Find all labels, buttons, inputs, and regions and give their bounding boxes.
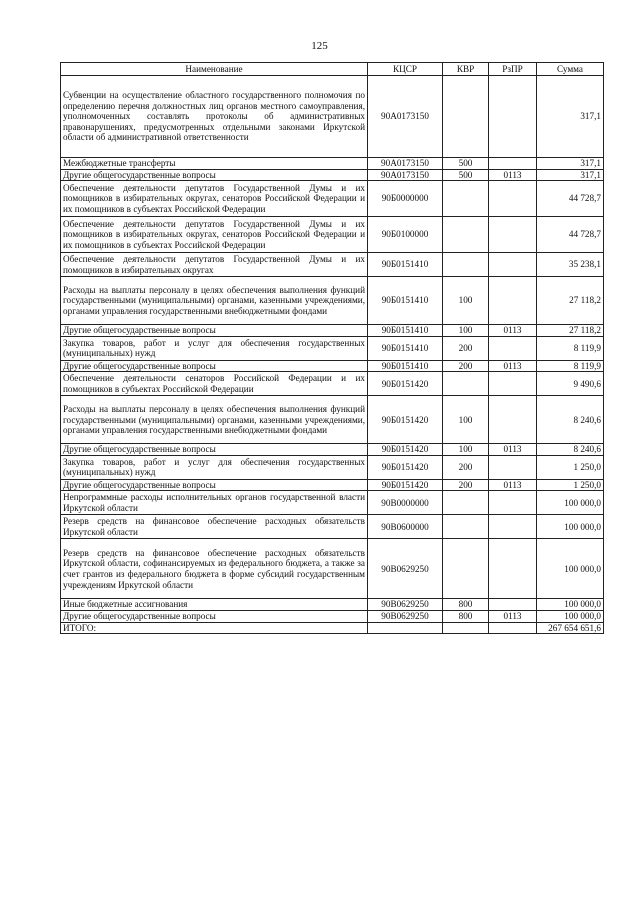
row-name: Иные бюджетные ассигнования (61, 599, 368, 611)
table-row (61, 158, 604, 170)
header-rzpr: РзПР (489, 63, 537, 76)
row-sum: 100 000,0 (537, 599, 604, 611)
row-rzpr (489, 491, 537, 515)
row-kvr: 100 (443, 277, 489, 325)
table-row (61, 76, 604, 158)
row-kvr (443, 217, 489, 253)
row-name: Закупка товаров, работ и услуг для обеспечения государственных (муниципальных) нужд (61, 455, 368, 479)
row-rzpr (489, 217, 537, 253)
header-sum: Сумма (537, 63, 604, 76)
row-name: Расходы на выплаты персоналу в целях обеспечения выполнения функций государственными (муниципальными) органами, казенными учреждениями, органами управления государственными внебюджетными фондами (61, 277, 368, 325)
row-kvr: 100 (443, 325, 489, 337)
header-kcsr: КЦСР (368, 63, 443, 76)
row-sum: 100 000,0 (537, 539, 604, 599)
row-kcsr (368, 622, 443, 634)
row-rzpr (489, 253, 537, 277)
row-kvr (443, 253, 489, 277)
row-sum: 8 240,6 (537, 444, 604, 456)
row-sum: 267 654 651,6 (537, 622, 604, 634)
row-kcsr: 90Б0151420 (368, 479, 443, 491)
row-sum: 100 000,0 (537, 491, 604, 515)
row-kcsr: 90Б0151410 (368, 336, 443, 360)
row-name: Другие общегосударственные вопросы (61, 444, 368, 456)
row-name: Закупка товаров, работ и услуг для обеспечения государственных (муниципальных) нужд (61, 336, 368, 360)
row-sum: 317,1 (537, 76, 604, 158)
table-row (61, 277, 604, 325)
row-name: Непрограммные расходы исполнительных органов государственной власти Иркутской области (61, 491, 368, 515)
row-sum: 44 728,7 (537, 181, 604, 217)
row-kcsr: 90А0173150 (368, 76, 443, 158)
row-kvr (443, 76, 489, 158)
row-kvr (443, 622, 489, 634)
row-name: Резерв средств на финансовое обеспечение расходных обязательств Иркутской области, софинансируемых из федерального бюджета, а также за счет грантов из федерального бюджета в форме субсидий государственным учреждениям Иркутской области (61, 539, 368, 599)
table-row (61, 515, 604, 539)
row-kcsr: 90Б0000000 (368, 181, 443, 217)
row-rzpr: 0113 (489, 444, 537, 456)
row-sum: 317,1 (537, 169, 604, 181)
row-kvr (443, 181, 489, 217)
row-kcsr: 90Б0151420 (368, 455, 443, 479)
row-kvr: 200 (443, 455, 489, 479)
row-sum: 9 490,6 (537, 372, 604, 396)
table-row (61, 217, 604, 253)
row-rzpr (489, 622, 537, 634)
table-row (61, 539, 604, 599)
row-sum: 27 118,2 (537, 325, 604, 337)
row-name: Обеспечение деятельности депутатов Государственной Думы и их помощников в избирательных округах, сенаторов Российской Федерации и их помощников в субъектах Российской Федерации (61, 217, 368, 253)
row-sum: 8 119,9 (537, 336, 604, 360)
table-row (61, 444, 604, 456)
row-name: Другие общегосударственные вопросы (61, 479, 368, 491)
table-row (61, 372, 604, 396)
row-name: Обеспечение деятельности сенаторов Российской Федерации и их помощников в субъектах Российской Федерации (61, 372, 368, 396)
table-row (61, 336, 604, 360)
row-name: Другие общегосударственные вопросы (61, 325, 368, 337)
row-sum: 317,1 (537, 158, 604, 170)
row-rzpr (489, 539, 537, 599)
row-name: Обеспечение деятельности депутатов Государственной Думы и их помощников в избирательных округах (61, 253, 368, 277)
budget-table (60, 62, 604, 634)
table-row (61, 396, 604, 444)
row-kcsr: 90В0629250 (368, 539, 443, 599)
header-name: Наименование (61, 63, 368, 76)
row-rzpr: 0113 (489, 360, 537, 372)
row-kcsr: 90Б0151410 (368, 325, 443, 337)
table-row (61, 360, 604, 372)
row-sum: 35 238,1 (537, 253, 604, 277)
row-rzpr (489, 181, 537, 217)
table-row (61, 181, 604, 217)
row-rzpr (489, 599, 537, 611)
row-name: Другие общегосударственные вопросы (61, 169, 368, 181)
table-row (61, 169, 604, 181)
row-kvr: 200 (443, 360, 489, 372)
row-name: Субвенции на осуществление областного государственного полномочия по определению перечня должностных лиц органов местного самоуправления, уполномоченных составлять протоколы об административных правонарушениях, предусмотренных отдельными законами Иркутской области об административной ответственности (61, 76, 368, 158)
row-kcsr: 90Б0151420 (368, 444, 443, 456)
row-sum: 100 000,0 (537, 611, 604, 623)
row-kvr (443, 539, 489, 599)
table-row (61, 325, 604, 337)
table-row (61, 455, 604, 479)
row-kcsr: 90Б0151410 (368, 360, 443, 372)
table-header-row (61, 63, 604, 76)
table-row (61, 253, 604, 277)
row-rzpr: 0113 (489, 169, 537, 181)
table-body (61, 76, 604, 634)
row-sum: 8 119,9 (537, 360, 604, 372)
row-name: Расходы на выплаты персоналу в целях обеспечения выполнения функций государственными (муниципальными) органами, казенными учреждениями, органами управления государственными внебюджетными фондами (61, 396, 368, 444)
row-rzpr (489, 455, 537, 479)
row-kcsr: 90Б0151410 (368, 277, 443, 325)
row-name: Другие общегосударственные вопросы (61, 360, 368, 372)
row-kcsr: 90В0000000 (368, 491, 443, 515)
row-sum: 27 118,2 (537, 277, 604, 325)
row-kvr: 500 (443, 169, 489, 181)
row-rzpr: 0113 (489, 611, 537, 623)
row-kvr: 100 (443, 396, 489, 444)
row-rzpr (489, 372, 537, 396)
row-rzpr (489, 158, 537, 170)
row-kcsr: 90А0173150 (368, 169, 443, 181)
row-kvr (443, 491, 489, 515)
row-kcsr: 90В0629250 (368, 599, 443, 611)
row-rzpr (489, 396, 537, 444)
row-sum: 1 250,0 (537, 455, 604, 479)
table-row (61, 599, 604, 611)
table-row (61, 479, 604, 491)
row-sum: 100 000,0 (537, 515, 604, 539)
row-kvr (443, 372, 489, 396)
row-sum: 8 240,6 (537, 396, 604, 444)
row-rzpr (489, 515, 537, 539)
row-kvr: 200 (443, 479, 489, 491)
row-kvr (443, 515, 489, 539)
page-number: 125 (311, 40, 328, 52)
row-rzpr: 0113 (489, 325, 537, 337)
row-rzpr: 0113 (489, 479, 537, 491)
row-sum: 1 250,0 (537, 479, 604, 491)
row-kcsr: 90В0600000 (368, 515, 443, 539)
row-kvr: 500 (443, 158, 489, 170)
table-row (61, 611, 604, 623)
row-name: Обеспечение деятельности депутатов Государственной Думы и их помощников в избирательных округах, сенаторов Российской Федерации и их помощников в субъектах Российской Федерации (61, 181, 368, 217)
row-kcsr: 90В0629250 (368, 611, 443, 623)
row-rzpr (489, 336, 537, 360)
row-name: ИТОГО: (61, 622, 368, 634)
row-name: Резерв средств на финансовое обеспечение расходных обязательств Иркутской области (61, 515, 368, 539)
row-kcsr: 90Б0151420 (368, 372, 443, 396)
row-kcsr: 90Б0151420 (368, 396, 443, 444)
row-rzpr (489, 76, 537, 158)
row-name: Другие общегосударственные вопросы (61, 611, 368, 623)
row-kcsr: 90Б0100000 (368, 217, 443, 253)
header-kvr: КВР (443, 63, 489, 76)
row-name: Межбюджетные трансферты (61, 158, 368, 170)
row-kvr: 100 (443, 444, 489, 456)
row-kvr: 800 (443, 599, 489, 611)
row-sum: 44 728,7 (537, 217, 604, 253)
row-rzpr (489, 277, 537, 325)
table-row (61, 491, 604, 515)
table-row (61, 622, 604, 634)
row-kcsr: 90Б0151410 (368, 253, 443, 277)
row-kvr: 800 (443, 611, 489, 623)
row-kcsr: 90А0173150 (368, 158, 443, 170)
row-kvr: 200 (443, 336, 489, 360)
